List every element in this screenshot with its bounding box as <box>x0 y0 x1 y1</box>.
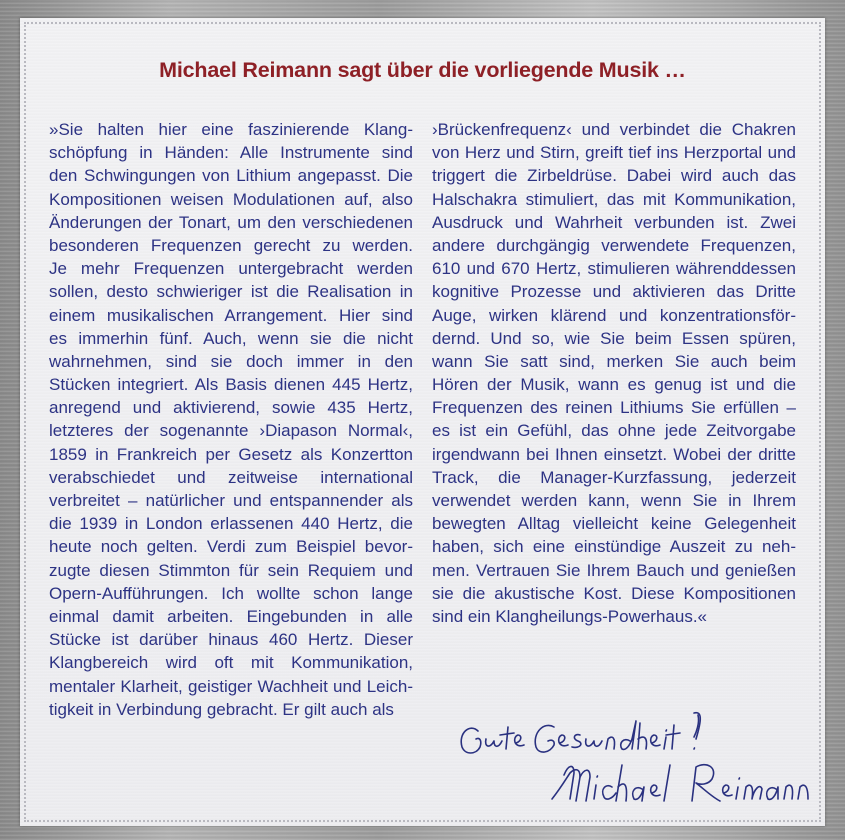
text-line: Opern-Aufführungen. Ich wollte schon lange <box>49 583 413 603</box>
text-line: besonderen Frequenzen gerecht zu werden. <box>49 235 413 255</box>
text-line: Stücke ist darüber hinaus 460 Hertz. Dieser <box>49 630 413 650</box>
text-line: sollen, desto schwieriger ist die Realisation in <box>49 282 413 302</box>
text-line: mentaler Klarheit, geistiger Wachheit und Leich- <box>49 676 413 696</box>
text-line: sie die akustische Kost. Diese Kompositionen <box>432 583 796 603</box>
text-line: kognitive Prozesse und aktivieren das Dritte <box>432 282 796 302</box>
text-line: letzteres der sogenannte ›Diapason Normal‹, <box>49 421 413 441</box>
text-line: irgendwann bei Ihnen einsetzt. Wobei der dritte <box>432 444 796 464</box>
right-column <box>432 118 796 628</box>
text-line: Frequenzen des reinen Lithiums Sie erfüllen – <box>432 398 796 418</box>
text-line: Klangbereich wird oft mit Kommunikation, <box>49 653 413 673</box>
text-line: den Schwingungen von Lithium angepasst. Die <box>49 166 413 186</box>
text-line: sind ein Klangheilungs-Powerhaus.« <box>432 606 708 626</box>
page-title: Michael Reimann sagt über die vorliegende Musik … <box>159 58 686 82</box>
text-line: die 1939 in London erlassenen 440 Hertz, die <box>49 514 413 534</box>
text-line: Halschakra stimuliert, das mit Kommunikation, <box>432 189 796 209</box>
text-line: 610 und 670 Hertz, stimulieren währenddessen <box>432 259 796 279</box>
text-line: wahrnehmen, sind sie doch immer in den <box>49 351 413 371</box>
text-line: 1859 in Frankreich per Gesetz als Konzertton <box>49 444 413 464</box>
left-column <box>49 118 413 721</box>
text-line: men. Vertrauen Sie Ihrem Bauch und genießen <box>432 560 796 580</box>
text-line: einmal damit arbeiten. Eingebunden in alle <box>49 606 413 626</box>
text-line: triggert die Zirbeldrüse. Dabei wird auch das <box>432 166 796 186</box>
text-line: Track, die Manager-Kurzfassung, jederzeit <box>432 467 796 487</box>
text-line: Ausdruck und Wahrheit verbunden ist. Zwei <box>432 212 796 232</box>
text-line: tigkeit in Verbindung gebracht. Er gilt auch als <box>49 699 394 719</box>
text-line: Änderungen der Tonart, um den verschiedenen <box>49 212 413 232</box>
text-line: verbreitet – natürlicher und entspannender als <box>49 491 413 510</box>
handwritten-signature <box>456 703 816 813</box>
text-line: bewegten Alltag vielleicht keine Gelegenheit <box>432 514 796 534</box>
quote-card <box>20 18 825 826</box>
text-line: dernd. Und so, wie Sie beim Essen spüren, <box>432 328 796 348</box>
text-line: schöpfung in Händen: Alle Instrumente sind <box>49 143 413 163</box>
text-line: verabschiedet und zeitweise international <box>49 467 413 487</box>
signature-drawing <box>456 703 816 813</box>
text-line: haben, sich eine einstündige Auszeit zu neh- <box>432 537 796 557</box>
text-line: ›Brückenfrequenz‹ und verbindet die Chakren <box>432 120 796 139</box>
text-line: wann Sie satt sind, merken Sie auch beim <box>432 351 796 371</box>
text-line: Auge, wirken klärend und konzentrationsför- <box>432 305 796 325</box>
text-line: Stücken integriert. Als Basis dienen 445 Hertz, <box>49 375 413 395</box>
text-line: es immerhin fünf. Auch, wenn sie die nicht <box>49 328 413 348</box>
text-line: »Sie halten hier eine faszinierende Klang- <box>49 120 413 139</box>
text-line: heute noch gelten. Verdi zum Beispiel bevor- <box>49 537 413 557</box>
text-line: einem musikalischen Arrangement. Hier sind <box>49 305 413 325</box>
text-line: andere durchgängig verwendete Frequenzen, <box>432 235 796 255</box>
text-line: von Herz und Stirn, greift tief ins Herzportal und <box>432 143 796 163</box>
text-line: zugte diesen Stimmton für sein Requiem und <box>49 560 413 580</box>
text-line: verwendet werden kann, wenn Sie in Ihrem <box>432 491 796 510</box>
text-line: Kompositionen weisen Modulationen auf, also <box>49 189 413 209</box>
text-line: Je mehr Frequenzen untergebracht werden <box>49 259 413 279</box>
text-line: Hören der Musik, wann es genug ist und die <box>432 375 796 395</box>
text-line: es ist ein Gefühl, das ohne jede Zeitvorgabe <box>432 421 796 441</box>
text-line: anregend und aktivierend, sowie 435 Hertz, <box>49 398 413 418</box>
